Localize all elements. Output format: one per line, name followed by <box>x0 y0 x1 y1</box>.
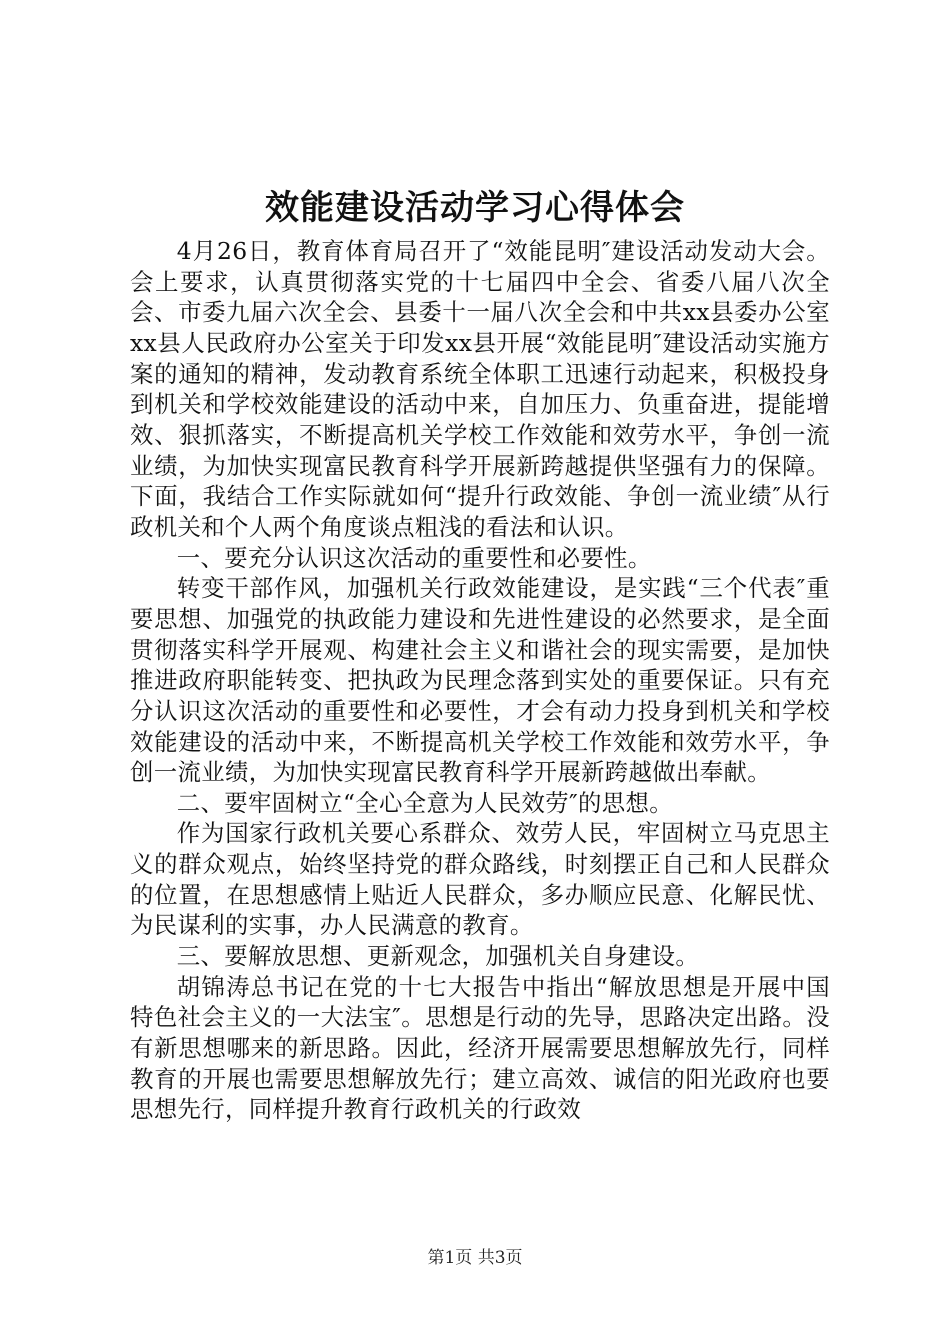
document-body <box>130 236 830 1125</box>
page-number-footer: 第1页 共3页 <box>427 1248 523 1268</box>
section-heading-2: 二、要牢固树立“全心全意为人民效劳″的思想。 <box>176 788 674 817</box>
paragraph-section-1: 转变干部作风，加强机关行政效能建设，是实践“三个代表″重要思想、加强党的执政能力建设和先进性建设的必然要求，是全面贯彻落实科学开展观、构建社会主义和谐社会的现实需要，是加快推进政府职能转变、把执政为民理念落到实处的重要保证。只有充分认识这次活动的重要性和必要性，才会有动力投身到机关和学校效能建设的活动中来，不断提高机关学校工作效能和效劳水平，争创一流业绩，为加快实现富民教育科学开展新跨越做出奉献。 <box>130 574 830 787</box>
paragraph-section-3: 胡锦涛总书记在党的十七大报告中指出“解放思想是开展中国特色社会主义的一大法宝″。思想是行动的先导，思路决定出路。没有新思想哪来的新思路。因此，经济开展需要思想解放先行，同样教育的开展也需要思想解放先行；建立高效、诚信的阳光政府也要思想先行，同样提升教育行政机关的行政效 <box>130 972 830 1124</box>
paragraph-intro: 4月26日，教育体育局召开了“效能昆明″建设活动发动大会。会上要求，认真贯彻落实党的十七届四中全会、省委八届八次全会、市委九届六次全会、县委十一届八次全会和中共xx县委办公室xx县人民政府办公室关于印发xx县开展“效能昆明″建设活动实施方案的通知的精神，发动教育系统全体职工迅速行动起来，积极投身到机关和学校效能建设的活动中来，自加压力、负重奋进，提能增效、狠抓落实，不断提高机关学校工作效能和效劳水平，争创一流业绩，为加快实现富民教育科学开展新跨越提供坚强有力的保障。下面，我结合工作实际就如何“提升行政效能、争创一流业绩″从行政机关和个人两个角度谈点粗浅的看法和认识。 <box>130 237 830 541</box>
section-heading-1: 一、要充分认识这次活动的重要性和必要性。 <box>176 543 652 572</box>
document-title: 效能建设活动学习心得体会 <box>265 188 685 228</box>
paragraph-section-2: 作为国家行政机关要心系群众、效劳人民，牢固树立马克思主义的群众观点，始终坚持党的群众路线，时刻摆正自己和人民群众的位置，在思想感情上贴近人民群众，多办顺应民意、化解民忧、为民谋利的实事，办人民满意的教育。 <box>130 819 830 940</box>
section-heading-3: 三、要解放思想、更新观念，加强机关自身建设。 <box>176 942 700 971</box>
